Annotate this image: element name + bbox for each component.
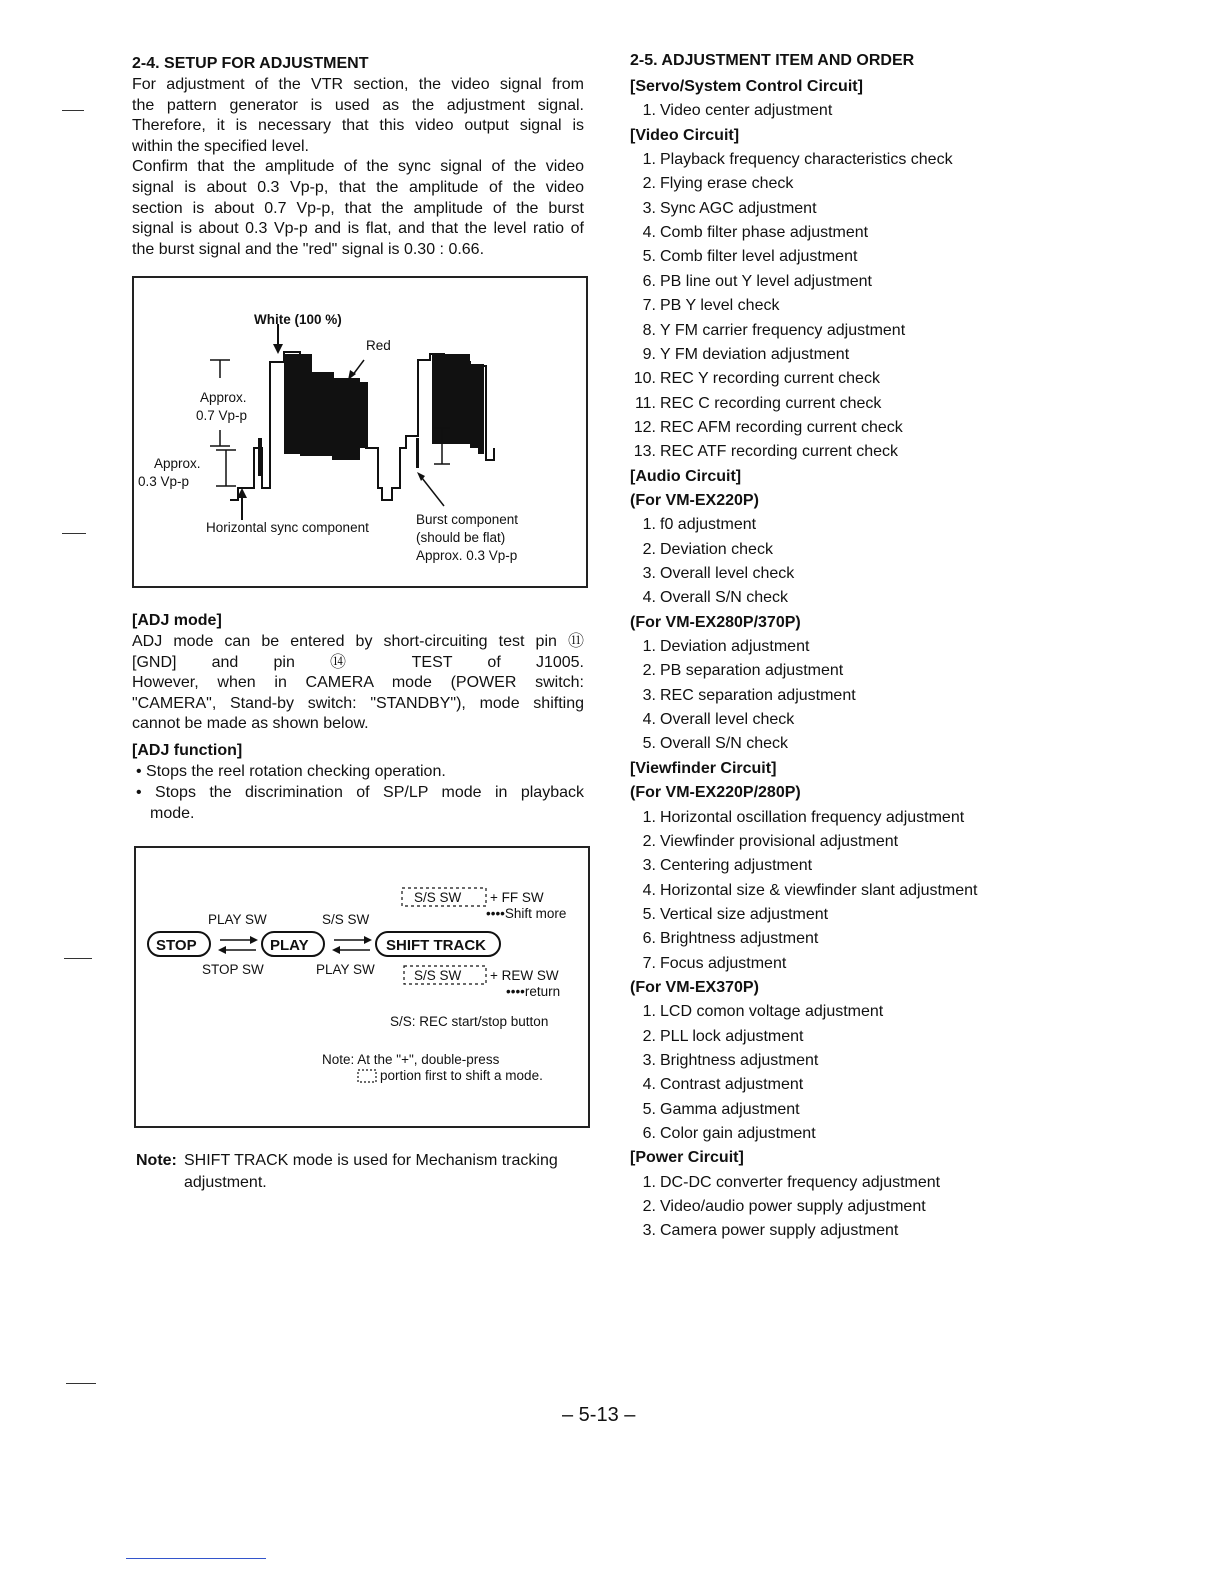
item-text: Playback frequency characteristics check xyxy=(660,151,953,169)
margin-mark xyxy=(62,533,86,534)
item-text: REC AFM recording current check xyxy=(660,418,903,436)
item-number: 2. xyxy=(642,662,656,680)
mode-flow-diagram xyxy=(136,848,588,1126)
item-text: Brightness adjustment xyxy=(660,930,819,948)
list-item xyxy=(630,638,809,656)
item-number: 6. xyxy=(642,930,656,948)
item-text: Camera power supply adjustment xyxy=(660,1222,899,1240)
section-heading: [Power Circuit] xyxy=(630,1149,744,1167)
item-text: REC Y recording current check xyxy=(660,370,880,388)
list-item xyxy=(630,370,880,388)
item-number: 3. xyxy=(642,199,656,217)
play-mode: PLAY xyxy=(270,937,309,954)
item-text: Video/audio power supply adjustment xyxy=(660,1198,926,1216)
section-heading: (For VM-EX370P) xyxy=(630,978,759,996)
ff-sw: + FF SW xyxy=(490,890,544,905)
item-number: 4. xyxy=(642,589,656,607)
item-number: 11. xyxy=(634,394,656,412)
adj-mode-line: However, when in CAMERA mode (POWER switch: xyxy=(132,674,584,692)
item-number: 1. xyxy=(642,151,656,169)
setup-line: signal is about 0.3 Vp-p, that the amplitude of the video xyxy=(132,178,584,196)
item-text: PB separation adjustment xyxy=(660,662,844,680)
label-approx-2: Approx. xyxy=(154,456,201,471)
item-number: 10. xyxy=(633,370,656,388)
list-item xyxy=(630,1174,940,1192)
setup-paragraph xyxy=(132,75,584,260)
item-text: Flying erase check xyxy=(660,175,794,193)
item-number: 4. xyxy=(642,711,656,729)
note-line-1: SHIFT TRACK mode is used for Mechanism tracking xyxy=(184,1152,558,1169)
return-note: ••••return xyxy=(506,984,561,999)
item-text: REC separation adjustment xyxy=(660,686,856,704)
label-should-be-flat: (should be flat) xyxy=(416,530,506,545)
margin-mark xyxy=(66,1383,96,1384)
page-number: – 5-13 – xyxy=(562,1404,636,1426)
list-item xyxy=(630,297,779,315)
list-item xyxy=(630,1198,926,1216)
label-burst-vpp: Approx. 0.3 Vp-p xyxy=(416,548,518,563)
item-text: f0 adjustment xyxy=(660,516,757,534)
list-item xyxy=(630,1101,800,1119)
adj-mode-heading: [ADJ mode] xyxy=(132,612,222,629)
item-number: 7. xyxy=(642,297,656,315)
item-number: 1. xyxy=(642,1003,656,1021)
rew-sw: + REW SW xyxy=(490,968,559,983)
list-item xyxy=(630,687,856,705)
item-text: Overall level check xyxy=(660,711,795,729)
section-heading: (For VM-EX220P) xyxy=(630,491,759,509)
label-0-3-vpp: 0.3 Vp-p xyxy=(138,474,190,489)
note-label: Note: xyxy=(136,1152,177,1169)
item-number: 2. xyxy=(642,540,656,558)
adj-mode-line: ADJ mode can be entered by short-circuiting test pin ⑪ xyxy=(132,633,584,650)
section-heading: [Audio Circuit] xyxy=(630,467,742,485)
item-text: Sync AGC adjustment xyxy=(660,199,817,217)
order-heading: 2-5. ADJUSTMENT ITEM AND ORDER xyxy=(630,52,915,69)
label-white: White (100 %) xyxy=(254,312,342,327)
list-item xyxy=(630,589,788,607)
item-number: 12. xyxy=(633,418,656,436)
stop-sw: STOP SW xyxy=(202,962,264,977)
list-item xyxy=(630,809,964,827)
list-item xyxy=(630,565,794,583)
item-text: Deviation check xyxy=(660,540,773,558)
label-burst: Burst component xyxy=(416,512,519,527)
adj-function-item: • Stops the reel rotation checking operation. xyxy=(136,763,446,780)
list-item xyxy=(630,906,828,924)
list-item xyxy=(630,711,794,729)
item-text: Gamma adjustment xyxy=(660,1100,800,1118)
adj-mode-line: [GND] and pin ⑭ TEST of J1005. xyxy=(132,653,584,671)
section-heading: [Servo/System Control Circuit] xyxy=(630,78,863,95)
item-text: Centering adjustment xyxy=(660,857,813,875)
waveform-diagram xyxy=(134,278,586,586)
section-heading: (For VM-EX220P/280P) xyxy=(630,784,801,802)
list-item xyxy=(630,175,793,193)
list-item xyxy=(630,1003,883,1021)
item-text: Overall S/N check xyxy=(660,735,789,753)
section-heading: [Video Circuit] xyxy=(630,126,740,144)
list-item xyxy=(630,1222,898,1240)
item-text: Vertical size adjustment xyxy=(660,905,829,923)
setup-line: the pattern generator is used as the adjustment signal. xyxy=(132,96,584,114)
margin-mark xyxy=(62,110,84,111)
item-number: 5. xyxy=(642,735,656,753)
item-text: Color gain adjustment xyxy=(660,1125,816,1143)
note-line-2: adjustment. xyxy=(184,1174,267,1191)
item-number: 4. xyxy=(642,881,656,899)
adj-function-heading: [ADJ function] xyxy=(132,742,243,759)
list-item xyxy=(630,930,818,948)
list-item xyxy=(630,346,849,364)
setup-line: For adjustment of the VTR section, the video signal from xyxy=(132,76,584,93)
item-number: 5. xyxy=(642,248,656,266)
item-text: DC-DC converter frequency adjustment xyxy=(660,1173,941,1191)
adj-function-item: • Stops the discrimination of SP/LP mode in playback xyxy=(136,784,584,801)
item-number: 6. xyxy=(642,272,656,290)
setup-line: the burst signal and the "red" signal is 0.30 : 0.66. xyxy=(132,240,485,258)
item-number: 3. xyxy=(642,565,656,582)
list-item xyxy=(630,882,977,900)
list-item xyxy=(630,955,786,973)
item-number: 2. xyxy=(642,1198,656,1216)
list-item xyxy=(630,857,812,875)
item-number: 4. xyxy=(642,1076,656,1094)
shift-more: ••••Shift more xyxy=(486,906,567,921)
list-item xyxy=(630,1076,803,1094)
item-text: Comb filter level adjustment xyxy=(660,248,858,266)
item-text: Horizontal oscillation frequency adjustment xyxy=(660,808,965,826)
item-text: Horizontal size & viewfinder slant adjustment xyxy=(660,881,978,899)
list-item xyxy=(630,662,843,680)
list-item xyxy=(630,395,881,413)
ss-sw-top: S/S SW xyxy=(414,890,462,905)
margin-mark xyxy=(64,958,92,959)
item-number: 7. xyxy=(642,954,656,972)
flow-note-2: portion first to shift a mode. xyxy=(380,1068,543,1083)
setup-line: signal is about 0.3 Vp-p and is flat, and that the level ratio of xyxy=(132,220,584,238)
waveform-figure xyxy=(132,276,588,588)
list-item xyxy=(630,200,817,218)
item-number: 2. xyxy=(642,175,656,193)
item-number: 8. xyxy=(642,321,656,339)
label-approx-1: Approx. xyxy=(200,390,247,405)
item-number: 6. xyxy=(642,1125,656,1143)
item-number: 3. xyxy=(642,1052,656,1069)
item-number: 1. xyxy=(642,808,656,826)
list-item xyxy=(630,102,832,120)
item-number: 2. xyxy=(642,1027,656,1045)
item-number: 4. xyxy=(642,224,656,242)
item-number: 5. xyxy=(642,905,656,923)
list-item xyxy=(630,1028,803,1046)
item-number: 1. xyxy=(642,102,656,120)
list-item xyxy=(630,541,773,559)
list-item xyxy=(630,735,788,753)
section-heading: (For VM-EX280P/370P) xyxy=(630,613,801,631)
list-item xyxy=(630,833,898,851)
item-text: Focus adjustment xyxy=(660,954,787,972)
list-item xyxy=(630,151,953,169)
ss-legend: S/S: REC start/stop button xyxy=(390,1014,549,1029)
item-text: Contrast adjustment xyxy=(660,1076,804,1094)
setup-line: Confirm that the amplitude of the sync signal of the video xyxy=(132,158,584,176)
list-item xyxy=(630,248,857,266)
item-number: 5. xyxy=(642,1100,656,1118)
item-text: Comb filter phase adjustment xyxy=(660,224,869,242)
item-number: 3. xyxy=(642,686,656,704)
item-number: 3. xyxy=(642,1222,656,1240)
setup-line: Therefore, it is necessary that this video output signal is xyxy=(132,117,584,135)
list-item xyxy=(630,1125,816,1143)
item-text: PB line out Y level adjustment xyxy=(660,272,872,290)
adj-mode-paragraph xyxy=(132,632,584,735)
label-red: Red xyxy=(366,338,391,353)
label-hsync: Horizontal sync component xyxy=(206,520,369,535)
item-text: Overall S/N check xyxy=(660,589,789,607)
item-text: Brightness adjustment xyxy=(660,1052,819,1069)
item-text: LCD comon voltage adjustment xyxy=(660,1003,884,1021)
item-number: 1. xyxy=(642,516,656,534)
item-text: PLL lock adjustment xyxy=(660,1027,804,1045)
list-item xyxy=(630,1052,818,1070)
item-text: Viewfinder provisional adjustment xyxy=(660,832,899,850)
item-text: Y FM carrier frequency adjustment xyxy=(660,321,906,339)
item-text: Y FM deviation adjustment xyxy=(660,345,850,363)
play-sw-top: PLAY SW xyxy=(208,912,267,927)
mode-flow-figure xyxy=(134,846,590,1128)
setup-heading: 2-4. SETUP FOR ADJUSTMENT xyxy=(132,55,369,72)
item-number: 9. xyxy=(642,345,656,363)
list-item xyxy=(630,322,905,340)
adj-mode-line: cannot be made as shown below. xyxy=(132,715,369,733)
item-number: 2. xyxy=(642,832,656,850)
item-text: PB Y level check xyxy=(660,297,780,315)
list-item xyxy=(630,224,868,242)
section-heading: [Viewfinder Circuit] xyxy=(630,759,777,777)
bottom-rule xyxy=(126,1558,266,1559)
flow-note-1: Note: At the "+", double-press xyxy=(322,1052,500,1067)
item-text: Video center adjustment xyxy=(660,102,833,120)
list-item xyxy=(630,419,903,437)
item-number: 3. xyxy=(642,857,656,875)
item-text: REC C recording current check xyxy=(660,394,882,412)
item-number: 1. xyxy=(642,1173,656,1191)
item-number: 1. xyxy=(642,638,656,656)
item-text: Deviation adjustment xyxy=(660,638,810,656)
item-text: Overall level check xyxy=(660,565,795,582)
adj-mode-line: "CAMERA", Stand-by switch: "STANDBY"), mode shifting xyxy=(132,694,584,712)
ss-sw-bottom: S/S SW xyxy=(414,968,462,983)
list-item xyxy=(630,273,872,291)
list-item xyxy=(630,516,756,534)
list-item xyxy=(630,443,898,461)
stop-mode: STOP xyxy=(156,937,197,954)
setup-line: within the specified level. xyxy=(132,137,309,155)
play-sw-bottom: PLAY SW xyxy=(316,962,375,977)
ss-sw-mid: S/S SW xyxy=(322,912,370,927)
adj-function-item: mode. xyxy=(150,805,195,822)
item-text: REC ATF recording current check xyxy=(660,443,899,461)
shift-track-mode: SHIFT TRACK xyxy=(386,937,486,954)
label-0-7-vpp: 0.7 Vp-p xyxy=(196,408,248,423)
item-number: 13. xyxy=(633,443,656,461)
setup-line: section is about 0.7 Vp-p, that the amplitude of the burst xyxy=(132,199,584,217)
